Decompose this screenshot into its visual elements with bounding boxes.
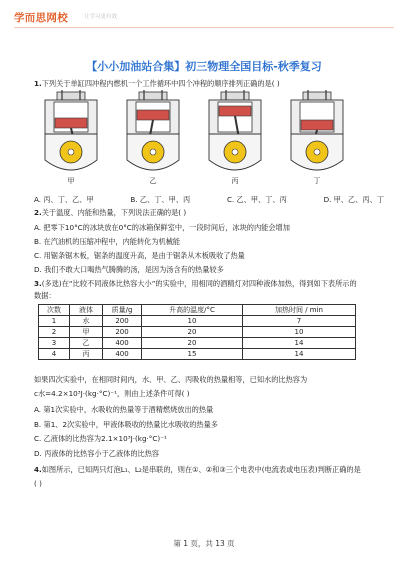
question-number: 1. bbox=[34, 79, 42, 88]
table-cell: 丙 bbox=[70, 349, 103, 360]
option-d: D. 甲、乙、丙、丁 bbox=[323, 195, 384, 204]
q2-option-d: D. 我们不敢大口喝热气腾腾的汤，是因为汤含有的热量较多 bbox=[34, 265, 224, 274]
q3-option-a: A. 第1次实验中，水吸收的热量等于酒精燃烧放出的热量 bbox=[34, 405, 214, 414]
question-1 bbox=[34, 79, 280, 88]
table-cell: 14 bbox=[243, 349, 356, 360]
table-cell: 400 bbox=[103, 349, 142, 360]
engine-diagram-yi bbox=[122, 88, 184, 185]
page-title: 【小小加油站合集】初三物理全国目标-秋季复习 bbox=[86, 60, 322, 73]
engine-label: 丁 bbox=[313, 177, 321, 185]
table-cell: 3 bbox=[39, 338, 70, 349]
question-3 bbox=[34, 279, 357, 288]
q2-option-c: C. 用锯条锯木板，锯条的温度升高，是由于锯条从木板吸收了热量 bbox=[34, 251, 245, 260]
table-cell: 2 bbox=[39, 327, 70, 338]
engine-illustration bbox=[40, 88, 102, 176]
table-header-cell: 加热时间 / min bbox=[243, 305, 356, 316]
q3-option-d: D. 丙液体的比热容小于乙液体的比热容 bbox=[34, 449, 160, 458]
option-c: C. 乙、甲、丁、丙 bbox=[226, 195, 287, 204]
table-row bbox=[39, 349, 356, 360]
brand-tagline: 让学习更有效 bbox=[84, 14, 118, 20]
engine-illustration bbox=[122, 88, 184, 176]
table-header-cell: 质量/g bbox=[103, 305, 142, 316]
engine-diagram-jia bbox=[40, 88, 102, 185]
brand-logo: 学而思网校 bbox=[14, 12, 68, 24]
table-cell: 400 bbox=[103, 338, 142, 349]
q3-option-b: B. 第1、2次实验中，甲液体吸收的热量比水吸收的热量多 bbox=[34, 420, 218, 429]
engine-strokes-figure bbox=[40, 88, 370, 184]
question-number: 2. bbox=[34, 208, 42, 217]
engine-illustration bbox=[204, 88, 266, 176]
table-row bbox=[39, 316, 356, 327]
table-header-cell: 升高的温度/°C bbox=[142, 305, 243, 316]
engine-diagram-ding bbox=[286, 88, 348, 185]
q1-options bbox=[34, 195, 384, 205]
question-3-cont: 数据： bbox=[34, 291, 56, 300]
header-divider bbox=[14, 27, 394, 28]
question-number: 3. bbox=[34, 279, 42, 288]
table-cell: 7 bbox=[243, 316, 356, 327]
table-cell: 1 bbox=[39, 316, 70, 327]
q2-option-b: B. 在汽油机的压缩冲程中，内能转化为机械能 bbox=[34, 237, 181, 246]
table-cell: 10 bbox=[142, 316, 243, 327]
question-4-cont: ( ) bbox=[34, 479, 42, 488]
table-cell: 200 bbox=[103, 327, 142, 338]
question-text: 如图所示，已知两只灯泡L₁、L₂是串联的，则在①、②和③三个电表中(电流表或电压表)判断正确的是 bbox=[41, 465, 361, 474]
table-cell: 14 bbox=[243, 338, 356, 349]
header-bar bbox=[0, 0, 408, 34]
table-cell: 200 bbox=[103, 316, 142, 327]
table-cell: 乙 bbox=[70, 338, 103, 349]
table-header-row bbox=[39, 305, 356, 316]
table-header-cell: 液体 bbox=[70, 305, 103, 316]
table-cell: 甲 bbox=[70, 327, 103, 338]
engine-label: 丙 bbox=[231, 177, 239, 185]
table-cell: 20 bbox=[142, 338, 243, 349]
page-footer: 第 1 页，共 13 页 bbox=[173, 539, 235, 548]
question-number: 4. bbox=[34, 465, 42, 474]
question-text: (多选)在“比较不同液体比热容大小”的实验中，用相同的酒精灯对四种液体加热，得到如下表所示的 bbox=[41, 279, 357, 288]
engine-diagram-bing bbox=[204, 88, 266, 185]
table-cell: 10 bbox=[243, 327, 356, 338]
table-cell: 20 bbox=[142, 327, 243, 338]
question-3-after-1: 如果四次实验中，在相同时间内，水、甲、乙、丙吸收的热量相等，已知水的比热容为 bbox=[34, 375, 308, 384]
question-2 bbox=[34, 208, 186, 217]
option-b: B. 乙、丁、甲、丙 bbox=[130, 195, 191, 204]
option-a: A. 丙、丁、乙、甲 bbox=[34, 195, 94, 204]
question-4 bbox=[34, 465, 361, 474]
data-table bbox=[38, 304, 356, 360]
engine-label: 乙 bbox=[149, 177, 157, 185]
table-cell: 水 bbox=[70, 316, 103, 327]
engine-illustration bbox=[286, 88, 348, 176]
q3-option-c: C. 乙液体的比热容为2.1×10³J·(kg·°C)⁻¹ bbox=[34, 434, 167, 443]
question-text: 关于温度、内能和热量，下列说法正确的是( ) bbox=[41, 208, 187, 217]
table-header-cell: 次数 bbox=[39, 305, 70, 316]
engine-label: 甲 bbox=[67, 177, 75, 185]
table-row bbox=[39, 327, 356, 338]
question-text: 下列关于单缸四冲程内燃机一个工作循环中四个冲程的顺序排列正确的是( ) bbox=[41, 79, 280, 88]
table-cell: 15 bbox=[142, 349, 243, 360]
question-3-after-2: c水=4.2×10³J·(kg·°C)⁻¹，则由上述条件可得( ) bbox=[34, 389, 190, 398]
table-cell: 4 bbox=[39, 349, 70, 360]
q2-option-a: A. 把零下10°C的冰块放在0°C的冰箱保鲜室中，一段时间后，冰块的内能会增加 bbox=[34, 223, 290, 232]
table-row bbox=[39, 338, 356, 349]
